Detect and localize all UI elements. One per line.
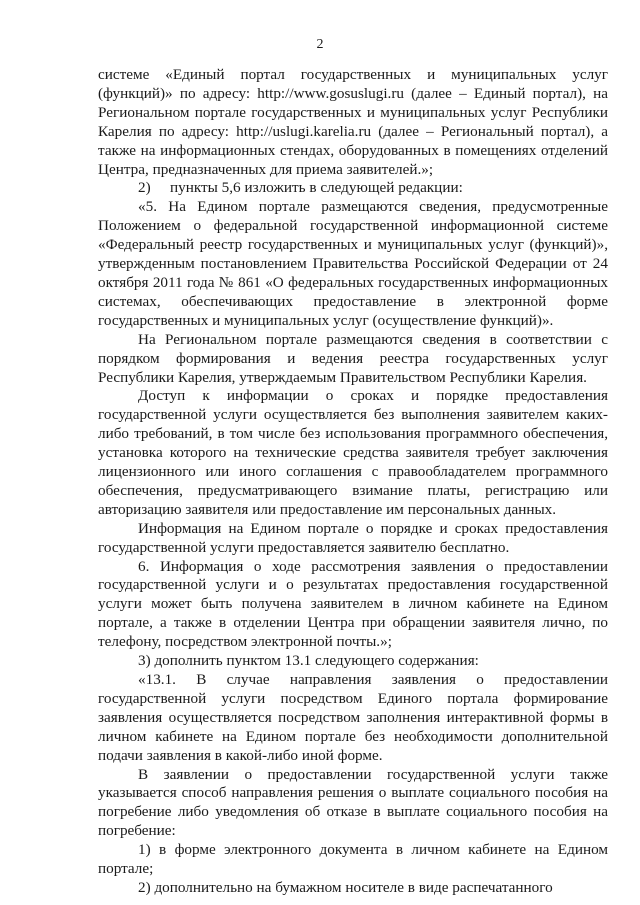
document-body xyxy=(98,66,608,898)
list-item-2 xyxy=(98,179,608,198)
paragraph: 1) в форме электронного документа в личном кабинете на Едином портале; xyxy=(98,841,608,878)
paragraph: На Региональном портале размещаются сведения в соответствии с порядком формирования и ведения реестра государственных услуг Республики Карелия, утверждаемым Правительством Республики Карелия. xyxy=(98,330,608,386)
paragraph: 6. Информация о ходе рассмотрения заявления о предоставлении государственной услуги и о результатах предоставления государственной услуги может быть получена заявителем в личном кабинете на Едином портале, а также в отделении Центра при обращении заявителя лично, по телефону, посредством электронной почты.»; xyxy=(98,557,608,651)
paragraph: 3) дополнить пунктом 13.1 следующего содержания: xyxy=(138,652,479,670)
paragraph: Доступ к информации о сроках и порядке предоставления государственной услуги осуществляется без выполнения заявителем каких-либо требований, в том числе без использования программного обеспечения, установка которого на технические средства заявителя требует заключения лицензионного или иного соглашения с правообладателем программного обеспечения, предусматривающего взимание платы, регистрацию или авторизацию заявителя или предоставление им персональных данных. xyxy=(98,387,608,518)
paragraph: В заявлении о предоставлении государственной услуги также указывается способ направления решения о выплате социального пособия на погребение либо уведомления об отказе в выплате социального пособия на погребение: xyxy=(98,765,608,840)
paragraph: пункты 5,6 изложить в следующей редакции: xyxy=(170,179,463,197)
paragraph: 2) дополнительно на бумажном носителе в виде распечатанного xyxy=(138,878,553,896)
paragraph: Информация на Едином портале о порядке и сроках предоставления государственной услуги предоставляется заявителю бесплатно. xyxy=(98,519,608,556)
paragraph: «13.1. В случае направления заявления о предоставлении государственной услуги посредством Единого портала формирование заявления осуществляется посредством заполнения интерактивной формы в личном кабинете на Едином портале без необходимости дополнительной подачи заявления в какой-либо иной форме. xyxy=(98,671,608,764)
paragraph: «5. На Едином портале размещаются сведения, предусмотренные Положением о федеральной государственной информационной системе «Федеральный реестр государственных и муниципальных услуг (функций)», утвержденным постановлением Правительства Российской Федерации от 24 октября 2011 года № 861 «О федеральных государственных информационных системах, обеспечивающих предоставление в электронной форме государственных и муниципальных услуг (осуществление функций)». xyxy=(98,198,608,329)
paragraph: системе «Единый портал государственных и муниципальных услуг (функций)» по адресу: http://www.gosuslugi.ru (далее – Единый портал), на Региональном портале государственных и муниципальных услуг Республики Карелия по адресу: http://uslugi.karelia.ru (далее – Региональный портал), а также на информационных стендах, оборудованных в помещениях отделений Центра, предназначенных для приема заявителей.»; xyxy=(98,66,608,178)
page-number: 2 xyxy=(316,37,324,52)
list-number: 2) xyxy=(138,179,151,197)
